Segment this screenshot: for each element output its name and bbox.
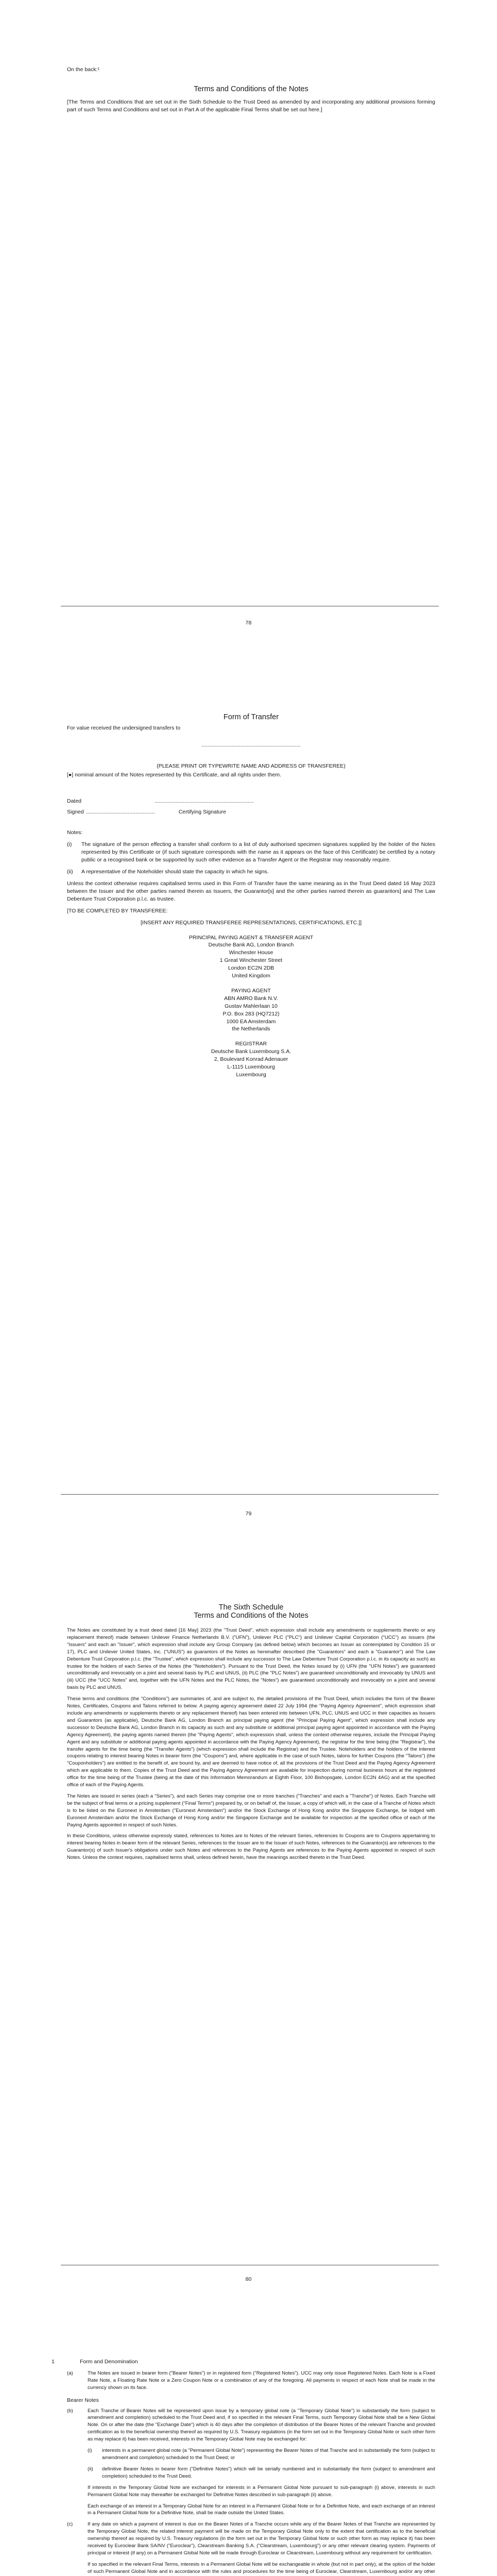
note-label: (ii) xyxy=(67,869,73,875)
to-be-completed-label: [TO BE COMPLETED BY TRANSFEREE: xyxy=(67,907,168,914)
clause-text: The Notes are issued in bearer form ("Bearer Notes") or in registered form ("Registered Notes"). UCC may only issue Registered Notes. Each Note is a Fixed Rate Note, a Floating Rate Note or a Zero Coupon Note or a combination of any of the foregoing. All payments in respect of each Note shall be made in the currency shown on its face. xyxy=(88,2370,435,2391)
section-heading xyxy=(52,2358,435,2366)
sixth-schedule-title: The Sixth Schedule xyxy=(218,1603,284,1612)
bearer-notes-heading: Bearer Notes xyxy=(67,2397,99,2403)
address-line: the Netherlands xyxy=(232,1026,270,1032)
clause-label: (a) xyxy=(67,2370,73,2376)
sub-text: interests in a permanent global note (a "Permanent Global Note") representing the Bearer Notes of that Tranche and in substantially the form (subject to amendment and completion) scheduled to the Trust Deed; or xyxy=(102,2448,435,2461)
address-line: Deutsche Bank AG, London Branch xyxy=(208,942,294,948)
print-instruction: (PLEASE PRINT OR TYPEWRITE NAME AND ADDRESS OF TRANSFEREE) xyxy=(157,762,346,769)
section-title: Form and Denomination xyxy=(80,2359,138,2365)
page-number-78: 78 xyxy=(245,620,252,626)
terms-title: Terms and Conditions of the Notes xyxy=(194,84,309,93)
clause-text: If any date on which a payment of interest is due on the Bearer Notes of a Tranche occurs while any of the Bearer Notes of that Tranche are represented by the Temporary Global Note, the related interest payment will be made on the Temporary Global Note only to the extent that certification as to the beneficial ownership thereof as required by U.S. Treasury regulations (in the form set out in the Temporary Global Note or such other form as may replace it) has been received by Euroclear Bank SA/NV ("Euroclear"), Clearstream Banking S.A. ("Clearstream, Luxembourg") or any other relevant clearing system. Payments of principal or interest (if any) on a Permanent Global Note will be made through Euroclear or Clearstream, Luxembourg without any requirement for certification. xyxy=(88,2521,435,2556)
clause-c xyxy=(52,2521,435,2576)
clause-a xyxy=(52,2370,435,2392)
clause-b xyxy=(52,2408,435,2517)
sub-text: definitive Bearer Notes in bearer form ("Definitive Notes") which will be serially numbered and in substantially the form (subject to amendment and completion) scheduled to the Trust Deed. xyxy=(102,2466,435,2479)
clause-sub-item xyxy=(88,2466,435,2480)
on-the-back-label: On the back:¹ xyxy=(67,66,100,73)
clause-text: Each Tranche of Bearer Notes will be represented upon issue by a temporary global note (a "Temporary Global Note") in substantially the form (subject to amendment and completion) scheduled to the Trust Deed and, if so specified in the relevant Final Terms, such Temporary Global Note shall be a New Global Note. On or after the date (the "Exchange Date") which is 40 days after the completion of distribution of the Bearer Notes of the relevant Tranche and provided certification as to the beneficial ownership thereof as required by U.S. Treasury regulations (in the form set out in the Temporary Global Note or such other form as may replace it) has been received, interests in the Temporary Global Note may be exchanged for: xyxy=(88,2408,435,2443)
page-divider xyxy=(61,1494,439,1495)
page-80 xyxy=(67,1603,435,1861)
page-78 xyxy=(67,66,435,114)
address-line: P.O. Box 283 (HQ7212) xyxy=(222,1010,280,1017)
principal-paying-agent-block xyxy=(67,934,435,980)
note-label: (i) xyxy=(67,841,72,848)
clause-label: (b) xyxy=(67,2408,73,2414)
page-81 xyxy=(52,2358,435,2576)
section-number: 1 xyxy=(52,2359,55,2365)
sub-label: (i) xyxy=(88,2448,92,2454)
address-line: United Kingdom xyxy=(232,973,270,979)
address-line: Winchester House xyxy=(229,950,273,956)
transferee-dotted-line: .................................................................. xyxy=(201,741,301,748)
page-number-79: 79 xyxy=(245,1511,252,1517)
clause-label: (c) xyxy=(67,2521,73,2528)
unless-clause: Unless the context otherwise requires capitalised terms used in this Form of Transfer have the same meaning as in the Trust Deed dated 16 May 2023 between the Issuer and the other parties named therein as Issuers, the Guarantor[s] and the other parties named therein as guarantors] and The Law Debenture Trust Corporation p.l.c. as trustee. xyxy=(67,880,435,902)
address-line: Deutsche Bank Luxembourg S.A. xyxy=(211,1048,292,1055)
dated-dots: .................................................................. xyxy=(155,798,254,804)
terms-intro: [The Terms and Conditions that are set out in the Sixth Schedule to the Trust Deed as amended by and incorporating any additional provisions forming part of such Terms and Conditions and set out in Part A of the applicable Final Terms shall be set out here.] xyxy=(67,98,435,113)
address-line: L-1115 Luxembourg xyxy=(227,1064,275,1071)
insert-representations-label: [INSERT ANY REQUIRED TRANSFEREE REPRESENTATIONS, CERTIFICATIONS, ETC.]] xyxy=(140,919,362,926)
note-text: A representative of the Noteholder should state the capacity in which he signs. xyxy=(81,869,269,875)
address-line: 1 Great Winchester Street xyxy=(219,957,283,964)
sixth-schedule-subtitle: Terms and Conditions of the Notes xyxy=(194,1612,309,1620)
constitution-paragraph: The Notes are constituted by a trust deed dated [16 May] 2023 (the "Trust Deed", which expression shall include any amendments or supplements thereto or any replacement thereof) made between Unilever Finance Netherlands B.V. ("UFN"), Unilever PLC ("PLC") and Unilever Capital Corporation ("UCC") as issuers (the "Issuers" and each an "Issuer", which expression shall include any Group Company (as defined below) which becomes an Issuer as contemplated by Condition 15 or 17), PLC and Unilever United States, Inc. ("UNUS") as guarantors of the Notes as hereinafter described (the "Guarantors" and each a "Guarantor") and The Law Debenture Trust Corporation p.l.c. (the "Trustee", which expression shall include any successor to The Law Debenture Trust Corporation p.l.c. in its capacity as such) as trustee for the holders of each Series of the Notes (the "Noteholders"). Pursuant to the Trust Deed, the Notes issued by (i) UFN (the "UFN Notes") are guaranteed unconditionally and irrevocably on a joint and several basis by PLC and UNUS, (ii) PLC (the "PLC Notes") are guaranteed unconditionally and irrevocably by UNUS and (iii) UCC (the "UCC Notes" and, together with the UFN Notes and the PLC Notes, the "Notes") are guaranteed unconditionally and irrevocably on a joint and several basis by PLC and UNUS. xyxy=(67,1628,435,1691)
address-line: REGISTRAR xyxy=(235,1041,267,1047)
registrar-block xyxy=(67,1040,435,1079)
dated-line xyxy=(67,798,435,805)
page-number-80: 80 xyxy=(245,2276,252,2282)
form-of-transfer-title: Form of Transfer xyxy=(223,713,279,721)
address-line: Gustav Mahlerlaan 10 xyxy=(225,1003,278,1009)
clause-text: If interests in the Temporary Global Note are exchanged for interests in a Permanent Global Note pursuant to sub-paragraph (i) above, interests in such Permanent Global Note may thereafter be exchanged for Definitive Notes described in sub-paragraph (ii) above. xyxy=(88,2484,435,2498)
clause-sub-item xyxy=(88,2447,435,2462)
series-paragraph: The Notes are issued in series (each a "Series"), and each Series may comprise one or more tranches ("Tranches" and each a "Tranche") of Notes. Each Tranche will be the subject of final terms or a pricing supplement ("Final Terms") prepared by, or on behalf of, the Issuer, a copy of which will, in the case of a Tranche of Notes which is to be listed on the Euronext in Amsterdam ("Euronext Amsterdam") and/or the Stock Exchange of Hong Kong and/or the Singapore Exchange, be lodged with Euronext Amsterdam and/or the Stock Exchange of Hong Kong and/or the Singapore Exchange and be available for inspection at the specified office of each of the Paying Agents appointed in respect of such Notes. xyxy=(67,1793,435,1828)
certifying-signature-label: Certifying Signature xyxy=(178,808,226,815)
dated-label: Dated xyxy=(67,798,82,804)
address-line: 2, Boulevard Konrad Adenauer xyxy=(214,1056,288,1063)
address-line: ABN AMRO Bank N.V. xyxy=(224,995,278,1002)
note-item xyxy=(67,868,435,876)
sub-label: (ii) xyxy=(88,2466,93,2472)
clause-text: Each exchange of an interest in a Temporary Global Note for an interest in a Permanent Global Note or for a Definitive Note, and each exchange of an interest in a Permanent Global Note for a Definitive Note, shall be made outside the United States. xyxy=(88,2503,435,2516)
nominal-amount-text: [●] nominal amount of the Notes represented by this Certificate, and all rights under them. xyxy=(67,771,282,778)
address-line: PRINCIPAL PAYING AGENT & TRANSFER AGENT xyxy=(188,934,314,941)
note-item xyxy=(67,841,435,864)
note-text: The signature of the person effecting a transfer shall conform to a list of duly authorised specimen signatures supplied by the holder of the Notes represented by this Certificate or (if such signature corresponds with the name as it appears on the face of this Certificate) be certified by a notary public or a recognised bank or be supported by such other evidence as a Transfer Agent or the Registrar may reasonably require. xyxy=(81,841,435,863)
value-received-text: For value received the undersigned transfers to xyxy=(67,725,181,731)
address-line: Luxembourg xyxy=(236,1072,266,1078)
signed-line xyxy=(67,808,435,816)
conditions-paragraph: These terms and conditions (the "Conditions") are summaries of, and are subject to, the detailed provisions of the Trust Deed, which includes the form of the Bearer Notes, Certificates, Coupons and Talons referred to below. A paying agency agreement dated 22 July 1994 (the "Paying Agency Agreement", which expression shall include any amendments or supplements thereto or any replacement thereof) has been entered into between UFN, PLC, UNUS and UCC in their capacities as Issuers and Guarantors (as applicable), Deutsche Bank AG, London Branch as principal paying agent (the "Principal Paying Agent", which expression shall include any successor to Deutsche Bank AG, London Branch in its capacity as such and any substitute or additional principal paying agent appointed in accordance with the Paying Agency Agreement), the paying agents named therein (the "Paying Agents", which expression shall, unless the context otherwise requires, include the Principal Paying Agent and any substitute or additional paying agents appointed in accordance with the Paying Agency Agreement), the registrar for the time being (the "Registrar"), the transfer agents for the time being (the "Transfer Agents") (which expression shall include the Registrar) and the Trustee. Noteholders and the holders of the interest coupons relating to interest bearing Notes in bearer form (the "Coupons") and, where applicable in the case of such Notes, talons for further Coupons (the "Talons") (the "Couponholders") are entitled to the benefit of, are bound by, and are deemed to have notice of, all the provisions of the Trust Deed and the Paying Agency Agreement which are applicable to them. Copies of the Trust Deed and the Paying Agency Agreement are available for inspection during normal business hours at the registered office for the time being of the Trustee (being at the date of this Information Memorandum at Eighth Floor, 100 Bishopsgate, London EC2N 4AG) and at the specified office of each of the Paying Agents. xyxy=(67,1696,435,1788)
page-79 xyxy=(67,713,435,1079)
clause-text: If so specified in the relevant Final Terms, interests in a Permanent Global Note will be exchangeable in whole (but not in part only), at the option of the holder of such Permanent Global Note and in accordance with the rules and procedures for the time being of Euroclear, Clearstream, Luxembourg and/or any other xyxy=(88,2561,435,2574)
paying-agent-block xyxy=(67,987,435,1033)
signed-label: Signed xyxy=(67,808,84,815)
notes-heading: Notes: xyxy=(67,829,83,836)
definitions-paragraph: In these Conditions, unless otherwise expressly stated, references to Notes are to Notes of the relevant Series, references to Coupons are to Coupons appertaining to interest bearing Notes in bearer form of the relevant Series, references to the Issuer are to the Issuer of such Notes, references to the Guarantor(s) are references to the Guarantor(s) of such Issuer's obligations under such Notes and references to the Paying Agents are references to the Paying Agents appointed in respect of such Notes. Unless the context requires, capitalised terms shall, unless defined herein, have the meanings ascribed thereto in the Trust Deed. xyxy=(67,1833,435,1861)
address-line: PAYING AGENT xyxy=(231,987,271,994)
address-line: 1000 EA Amsterdam xyxy=(226,1018,276,1025)
address-line: London EC2N 2DB xyxy=(228,965,275,972)
signed-dots: .............................................. xyxy=(85,808,155,815)
